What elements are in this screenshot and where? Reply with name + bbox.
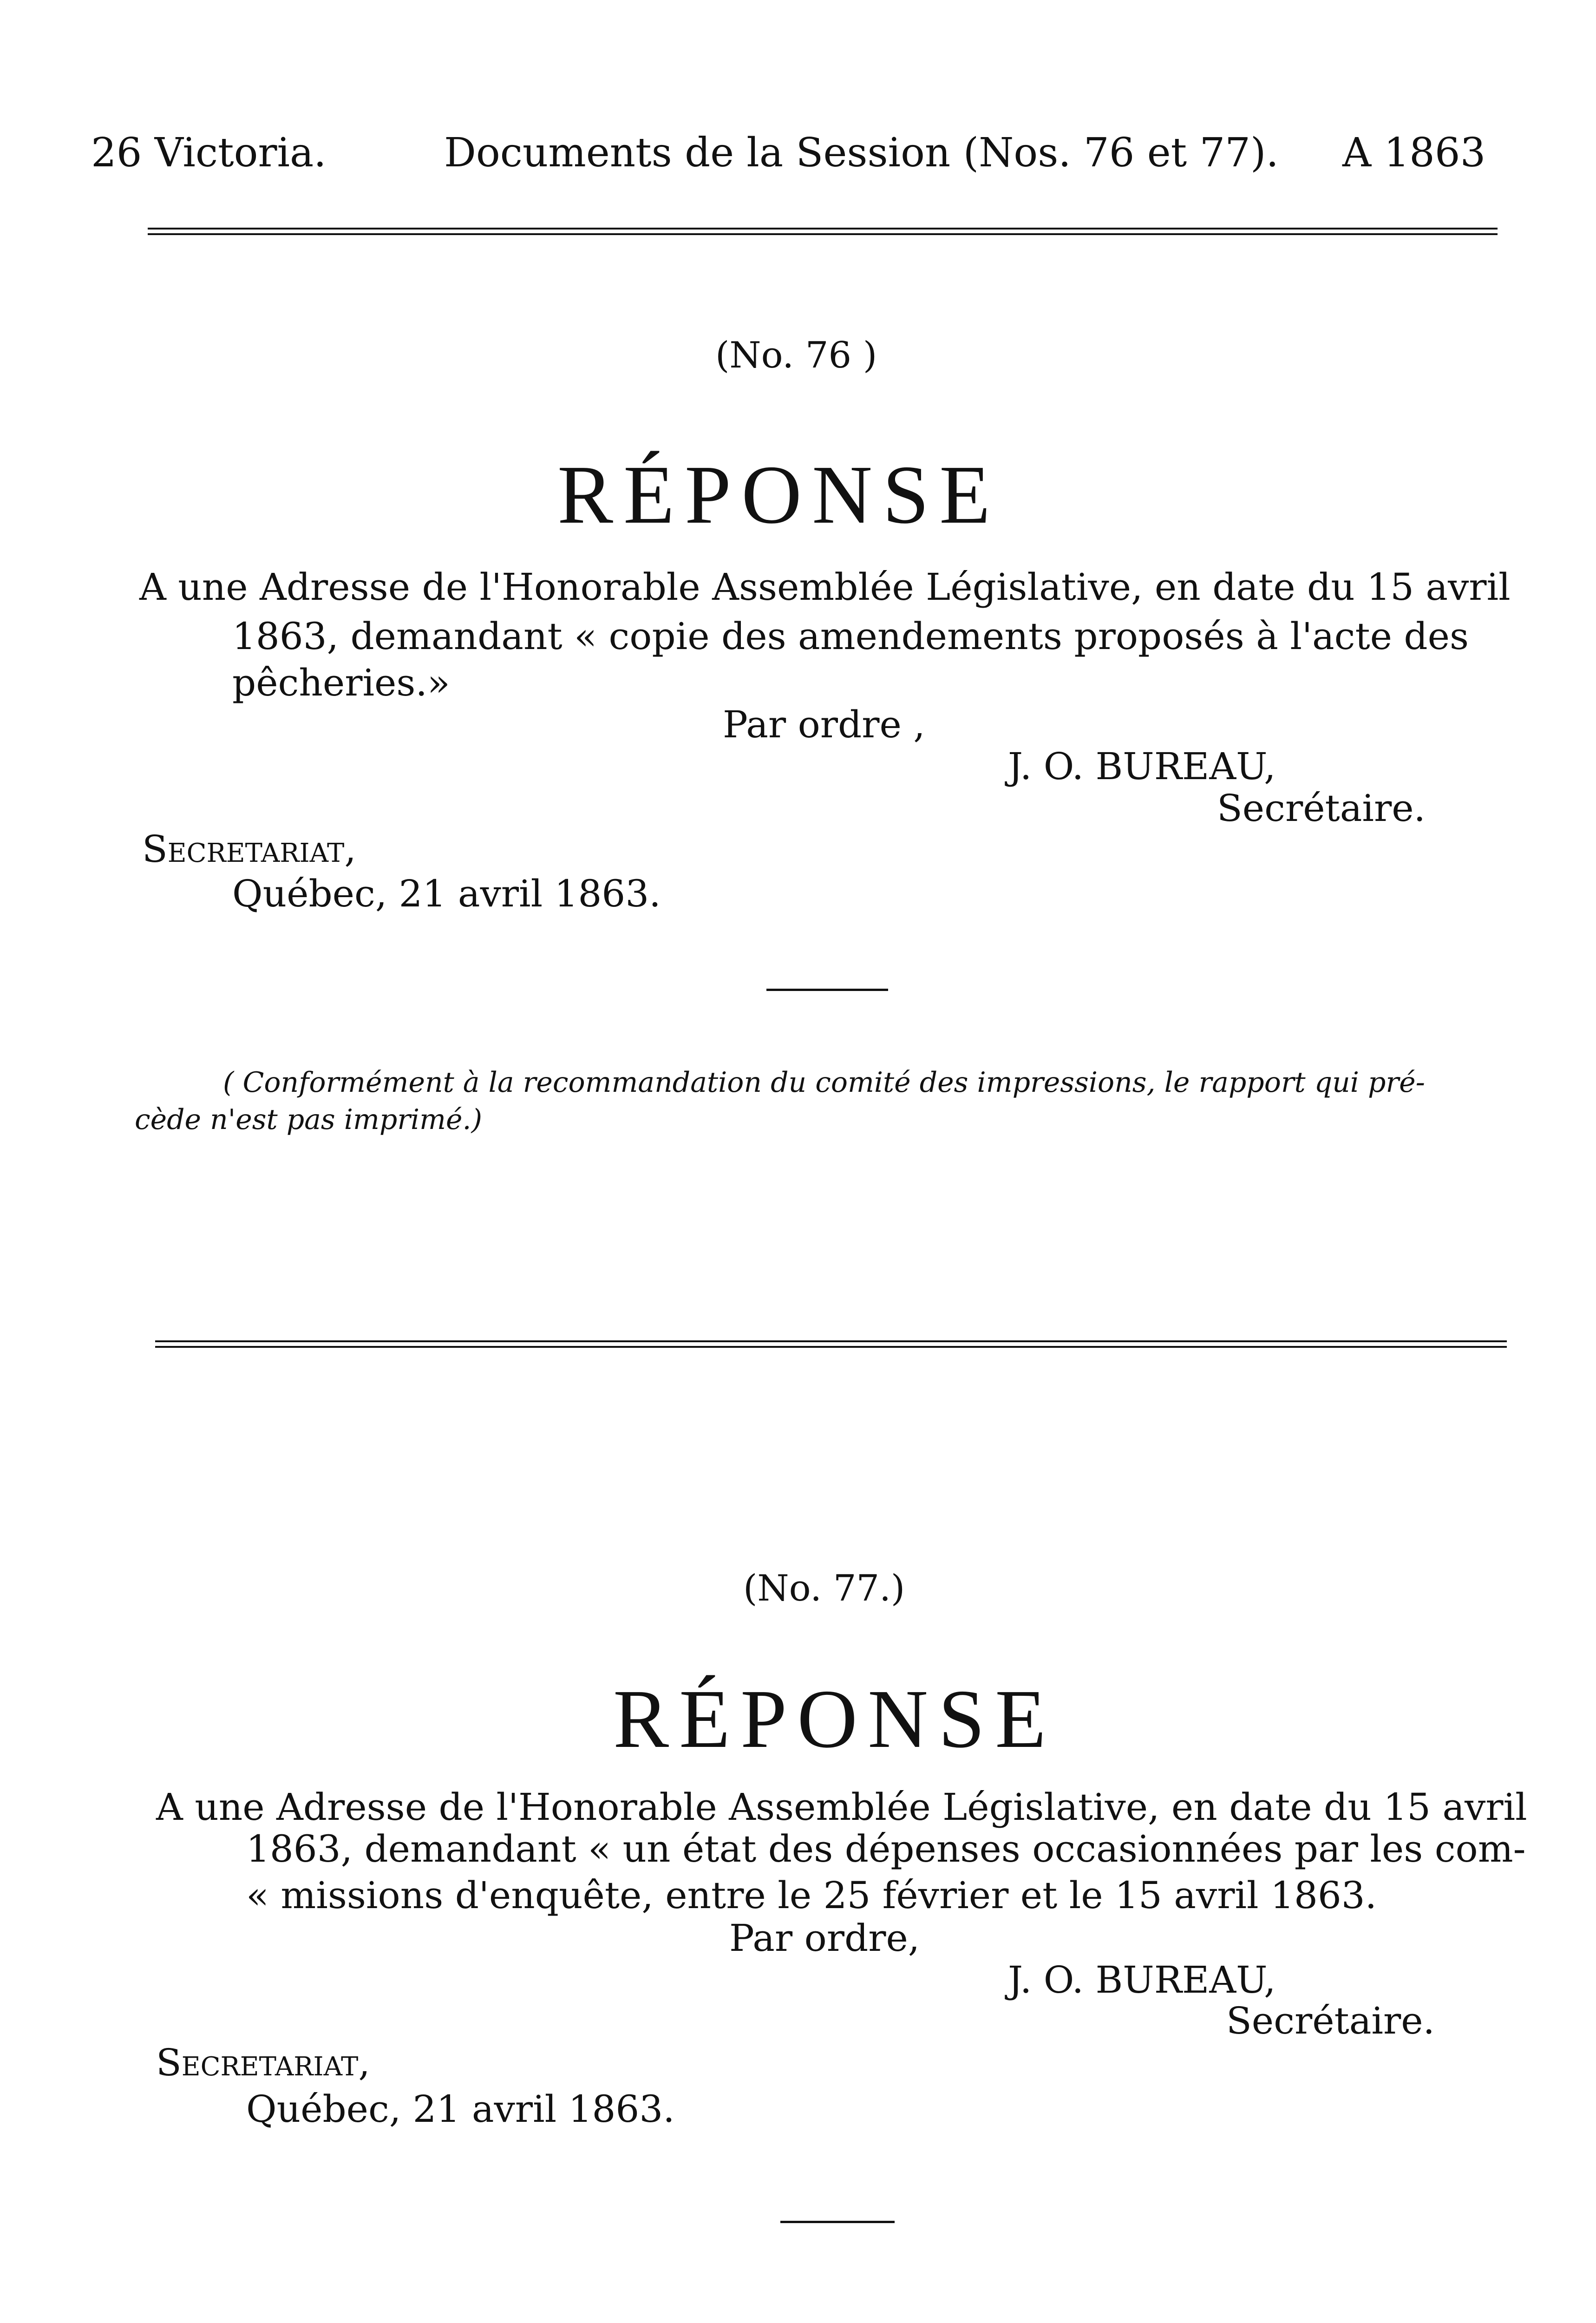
section2-office: Secretariat, [156, 2041, 370, 2084]
section2-body-line-3: « missions d'enquête, entre le 25 février et le 15 avril 1863. [246, 1874, 1377, 1917]
header-center: Documents de la Session (Nos. 76 et 77). [444, 130, 1279, 176]
section1-note-line-1: ( Conformément à la recommandation du comité des impressions, le rapport qui pré- [223, 1066, 1425, 1099]
section1-title: RÉPONSE [557, 448, 1001, 541]
section1-body-line-3: pêcheries.» [232, 661, 450, 704]
section1-par-ordre: Par ordre , [723, 703, 925, 746]
section1-office: Secretariat, [142, 827, 356, 871]
section2-signatory-title: Secrétaire. [1226, 1999, 1435, 2042]
section1-body-line-2: 1863, demandant « copie des amendements proposés à l'acte des [232, 615, 1469, 658]
section1-signatory: J. O. BUREAU, [1008, 745, 1276, 788]
header-right: A 1863 [1342, 130, 1486, 176]
section1-body-line-1: A une Adresse de l'Honorable Assemblée Législative, en date du 15 avril [139, 565, 1511, 609]
section2-par-ordre: Par ordre, [729, 1916, 920, 1960]
section1-short-rule [766, 989, 888, 991]
section2-body-line-1: A une Adresse de l'Honorable Assemblée Législative, en date du 15 avril [156, 1785, 1527, 1829]
section2-body-line-2: 1863, demandant « un état des dépenses occasionnées par les com- [246, 1827, 1526, 1870]
section2-short-rule [780, 2221, 895, 2223]
section2-signatory: J. O. BUREAU, [1008, 1958, 1276, 2001]
section2-number: (No. 77.) [743, 1568, 905, 1609]
section2-title: RÉPONSE [613, 1673, 1057, 1765]
section1-place-date: Québec, 21 avril 1863. [232, 872, 661, 915]
section1-number: (No. 76 ) [715, 335, 877, 376]
header-double-rule [148, 228, 1498, 235]
section1-signatory-title: Secrétaire. [1217, 787, 1426, 830]
section-divider-double-rule [155, 1340, 1507, 1348]
section1-note-line-2: cède n'est pas imprimé.) [135, 1103, 483, 1136]
header-left: 26 Victoria. [91, 130, 327, 176]
section2-place-date: Québec, 21 avril 1863. [246, 2087, 675, 2131]
